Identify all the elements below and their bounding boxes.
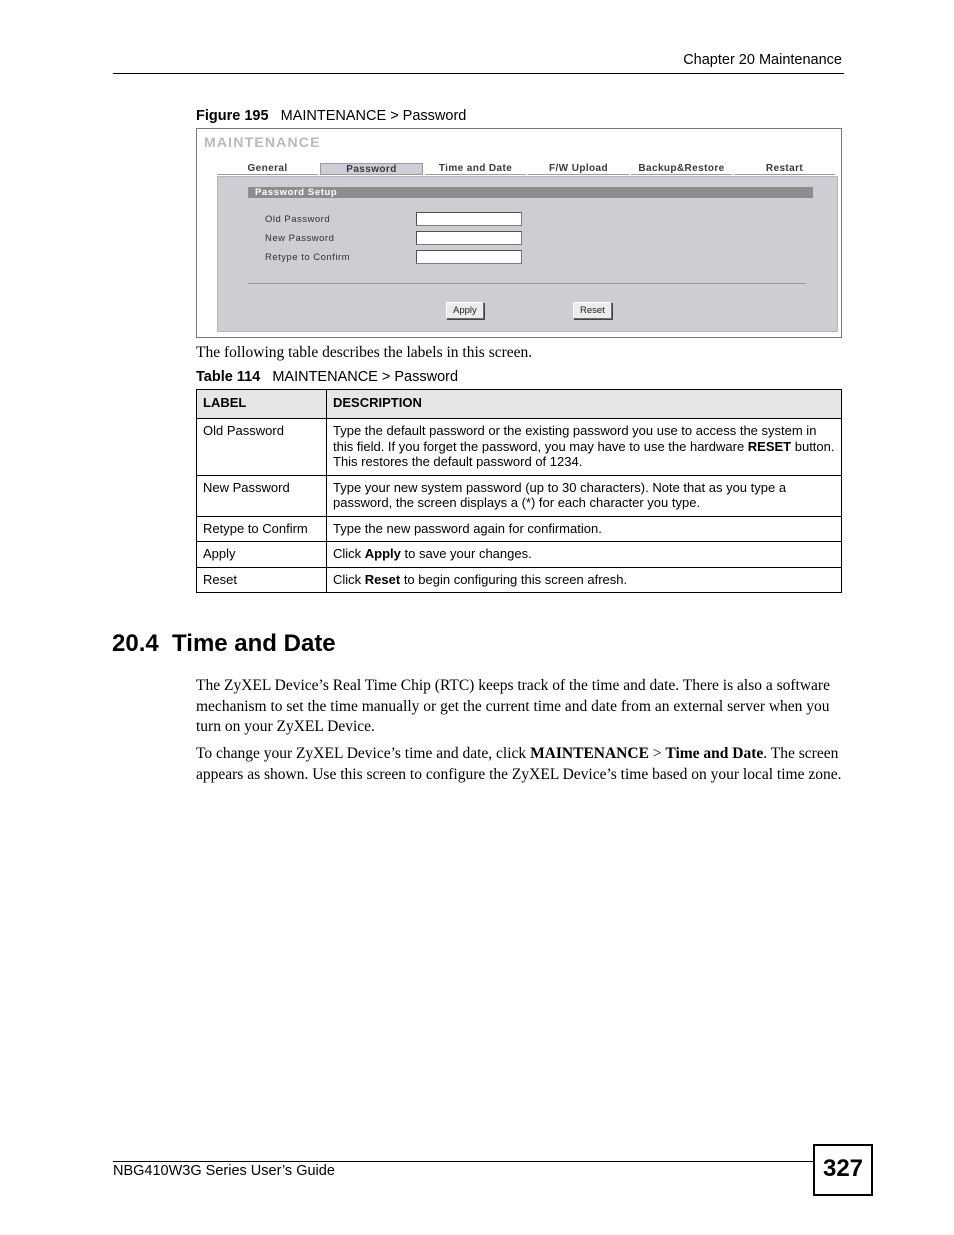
intro-text: The following table describes the labels in this screen.	[196, 344, 533, 361]
desc-text: to begin configuring this screen afresh.	[400, 571, 628, 587]
tab-fw-upload[interactable]: F/W Upload	[528, 163, 629, 175]
desc-bold: Apply	[364, 546, 401, 561]
retype-confirm-input[interactable]	[416, 250, 522, 264]
para-text: . The screen appears as shown. Use this screen to configure the ZyXEL Device’s time based on your local time zone.	[196, 745, 842, 783]
desc-text: Click	[333, 546, 365, 561]
section-paragraph-1: The ZyXEL Device’s Real Time Chip (RTC) keeps track of the time and date. There is also a software mechanism to set the time manually or get the current time and date from an external server when you turn on your ZyXEL Device.	[196, 677, 830, 735]
figure-title: MAINTENANCE > Password	[280, 108, 467, 124]
tab-bar	[217, 163, 837, 175]
row-label: New Password	[197, 475, 327, 516]
tab-password[interactable]: Password	[320, 163, 423, 175]
desc-bold: Reset	[364, 571, 401, 587]
row-description	[327, 542, 842, 568]
row-label: Reset	[197, 567, 327, 593]
section-heading: 20.4 Time and Date	[112, 630, 336, 657]
figure-caption	[196, 108, 466, 124]
row-label: Retype to Confirm	[197, 516, 327, 542]
label-description-table	[196, 389, 842, 593]
table-row	[197, 516, 842, 542]
tab-backup-restore[interactable]: Backup&Restore	[631, 163, 732, 175]
new-password-label: New Password	[265, 233, 335, 244]
password-panel	[217, 176, 838, 332]
para-bold: Time and Date	[665, 745, 764, 762]
table-row	[197, 419, 842, 476]
row-description	[327, 567, 842, 593]
table-row	[197, 567, 842, 593]
desc-text: Click	[333, 571, 365, 587]
row-description	[327, 516, 842, 542]
maintenance-title: MAINTENANCE	[204, 134, 321, 150]
desc-text: to save your changes.	[400, 546, 532, 561]
reset-button[interactable]: Reset	[573, 302, 612, 319]
page-number: 327	[813, 1144, 873, 1196]
old-password-label: Old Password	[265, 214, 331, 225]
new-password-input[interactable]	[416, 231, 522, 245]
password-setup-header: Password Setup	[248, 187, 813, 198]
row-description	[327, 419, 842, 476]
tab-time-and-date[interactable]: Time and Date	[425, 163, 526, 175]
row-label: Old Password	[197, 419, 327, 476]
desc-text: button. This restores the default password of 1234.	[333, 438, 835, 469]
desc-bold: RESET	[747, 438, 792, 454]
footer-rule	[113, 1161, 813, 1162]
label-column-header: LABEL	[197, 390, 327, 419]
footer-guide-title: NBG410W3G Series User’s Guide	[113, 1163, 335, 1179]
row-label: Apply	[197, 542, 327, 568]
header-rule	[113, 73, 844, 74]
desc-text: Type your new system password (up to 30 characters). Note that as you type a password, the screen displays a (*) for each character you type.	[333, 479, 787, 510]
desc-text: Type the new password again for confirmation.	[333, 520, 602, 536]
table-header-row	[197, 390, 842, 419]
row-description	[327, 475, 842, 516]
panel-divider	[248, 283, 806, 284]
retype-confirm-label: Retype to Confirm	[265, 252, 351, 263]
tab-general[interactable]: General	[217, 163, 318, 175]
table-caption	[196, 369, 458, 385]
figure-label: Figure 195	[196, 108, 269, 124]
table-label: Table 114	[196, 369, 261, 385]
table-row	[197, 542, 842, 568]
table-row	[197, 475, 842, 516]
desc-text: Type the default password or the existing password you use to access the system in this field. If you forget the password, you may have to use the hardware	[333, 423, 817, 454]
apply-button[interactable]: Apply	[446, 302, 484, 319]
description-column-header: DESCRIPTION	[327, 390, 842, 419]
para-bold: MAINTENANCE	[530, 745, 649, 762]
para-text: To change your ZyXEL Device’s time and date, click	[196, 745, 531, 762]
section-paragraph-2	[196, 744, 844, 785]
figure-screenshot	[196, 128, 842, 338]
chapter-header: Chapter 20 Maintenance	[683, 52, 842, 68]
table-title: MAINTENANCE > Password	[272, 369, 459, 385]
para-text: >	[648, 745, 666, 762]
old-password-input[interactable]	[416, 212, 522, 226]
tab-restart[interactable]: Restart	[734, 163, 835, 175]
